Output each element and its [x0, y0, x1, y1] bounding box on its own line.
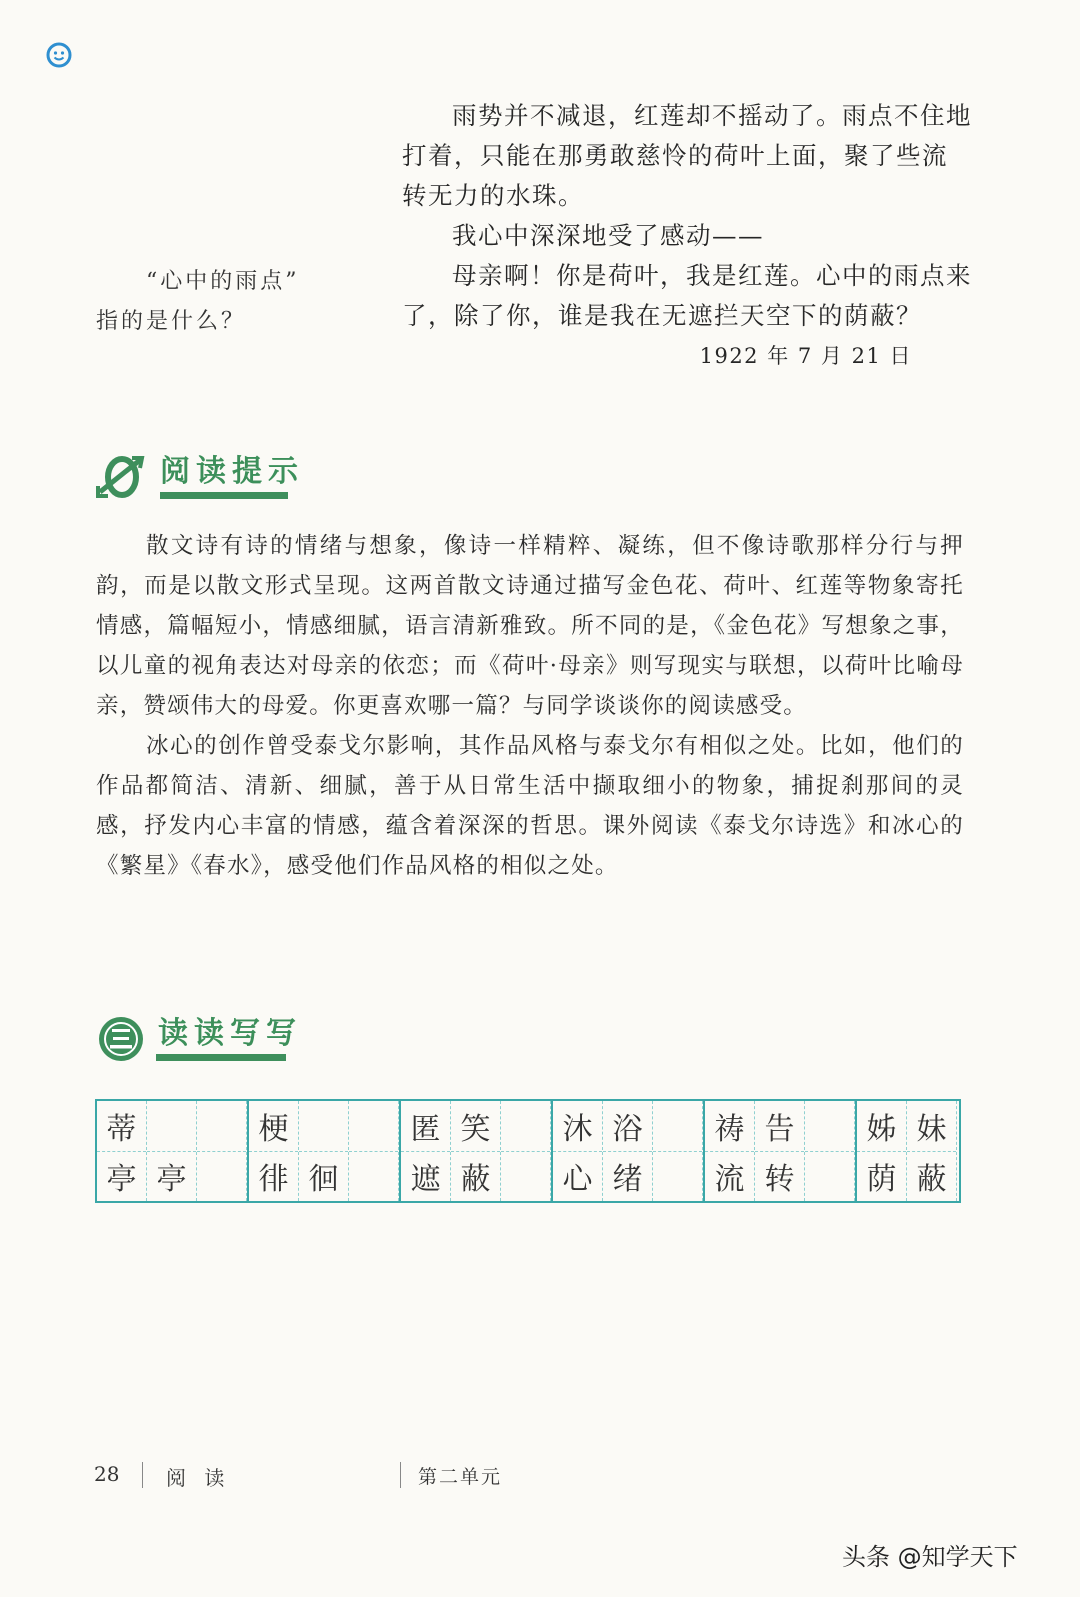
grid-cell: [805, 1101, 855, 1201]
grid-cell: [249, 1101, 299, 1201]
footer-section: 阅 读: [166, 1466, 231, 1490]
watermark: 头条 @知学天下: [842, 1543, 1018, 1571]
smiley-face-icon: [46, 42, 72, 68]
reading-tips-body: [96, 526, 964, 886]
grid-cell: [857, 1101, 907, 1201]
grid-character: 蔽: [916, 1162, 947, 1198]
grid-cell: [907, 1101, 957, 1201]
grid-character: 匿: [401, 1101, 450, 1152]
grid-cell: [653, 1101, 703, 1201]
tips-paragraph: 冰心的创作曾受泰戈尔影响，其作品风格与泰戈尔有相似之处。比如，他们的作品都简洁、清新、细腻，善于从日常生活中撷取细小的物象，捕捉刹那间的灵感，抒发内心丰富的情感，蕴含着深深的哲思。课外阅读《泰戈尔诗选》和冰心的《繁星》《春水》，感受他们作品风格的相似之处。: [96, 733, 964, 879]
tips-paragraph: 散文诗有诗的情绪与想象，像诗一样精粹、凝练，但不像诗歌那样分行与押韵，而是以散文形式呈现。这两首散文诗通过描写金色花、荷叶、红莲等物象寄托情感，篇幅短小，情感细腻，语言清新雅致。所不同的是，《金色花》写想象之事，以儿童的视角表达对母亲的依恋；而《荷叶·母亲》则写现实与联想，以荷叶比喻母亲，赞颂伟大的母爱。你更喜欢哪一篇？与同学谈谈你的阅读感受。: [96, 533, 964, 719]
grid-cell: [553, 1101, 603, 1201]
grid-cell: [401, 1101, 451, 1201]
grid-cell: [299, 1101, 349, 1201]
grid-character: 心: [562, 1162, 593, 1198]
grid-cell: [197, 1101, 247, 1201]
grid-cell: [147, 1101, 197, 1201]
margin-question-line: “心中的雨点”: [146, 269, 300, 294]
grid-character: 徊: [308, 1162, 339, 1198]
grid-cell: [451, 1101, 501, 1201]
page-number: 28: [94, 1462, 120, 1486]
grid-character: [299, 1101, 348, 1152]
read-write-title: 读读写写: [158, 1016, 302, 1051]
grid-character: 徘: [258, 1162, 289, 1198]
grid-cell: [501, 1101, 551, 1201]
grid-character: [147, 1101, 196, 1152]
margin-question-line: 指的是什么？: [96, 309, 247, 334]
grid-cell: [603, 1101, 653, 1201]
poem-paragraph: 母亲啊！你是荷叶，我是红莲。心中的雨点来了，除了你，谁是我在无遮拦天空下的荫蔽？: [402, 261, 972, 330]
grid-cell: [705, 1101, 755, 1201]
grid-character: 蒂: [97, 1101, 146, 1152]
grid-character: 浴: [603, 1101, 652, 1152]
grid-character: 亭: [156, 1162, 187, 1198]
grid-character: 沐: [553, 1101, 602, 1152]
grid-character: 姊: [857, 1101, 906, 1152]
poem-paragraph: 雨势并不减退，红莲却不摇动了。雨点不住地打着，只能在那勇敢慈怜的荷叶上面，聚了些流转无力的水珠。: [402, 101, 972, 210]
footer-divider: [142, 1462, 143, 1488]
grid-character: 妹: [907, 1101, 956, 1152]
margin-question: [96, 262, 356, 342]
grid-cell: [97, 1101, 147, 1201]
grid-character: 荫: [866, 1162, 897, 1198]
footer-divider: [400, 1462, 401, 1488]
read-write-header: [96, 1010, 356, 1070]
poem-text: [402, 96, 972, 376]
grid-character: 告: [755, 1101, 804, 1152]
grid-character: 祷: [705, 1101, 754, 1152]
reading-tips-icon: [96, 452, 148, 502]
reading-tips-title: 阅读提示: [160, 454, 304, 489]
grid-character: 蔽: [460, 1162, 491, 1198]
grid-character: 亭: [106, 1162, 137, 1198]
grid-character: 流: [714, 1162, 745, 1198]
footer-unit: 第二单元: [418, 1466, 503, 1488]
section-three-icon: [96, 1014, 146, 1064]
poem-date: 1922 年 7 月 21 日: [699, 344, 912, 368]
grid-cell: [755, 1101, 805, 1201]
poem-paragraph: 我心中深深地受了感动——: [452, 221, 764, 250]
grid-character: 遮: [410, 1162, 441, 1198]
grid-character: 梗: [249, 1101, 298, 1152]
grid-character: 笑: [451, 1101, 500, 1152]
title-underline: [156, 1054, 286, 1061]
vocabulary-grid: [95, 1099, 961, 1203]
title-underline: [160, 492, 288, 499]
grid-cell: [349, 1101, 399, 1201]
grid-character: 绪: [612, 1162, 643, 1198]
reading-tips-header: [96, 448, 356, 508]
grid-character: 转: [764, 1162, 795, 1198]
